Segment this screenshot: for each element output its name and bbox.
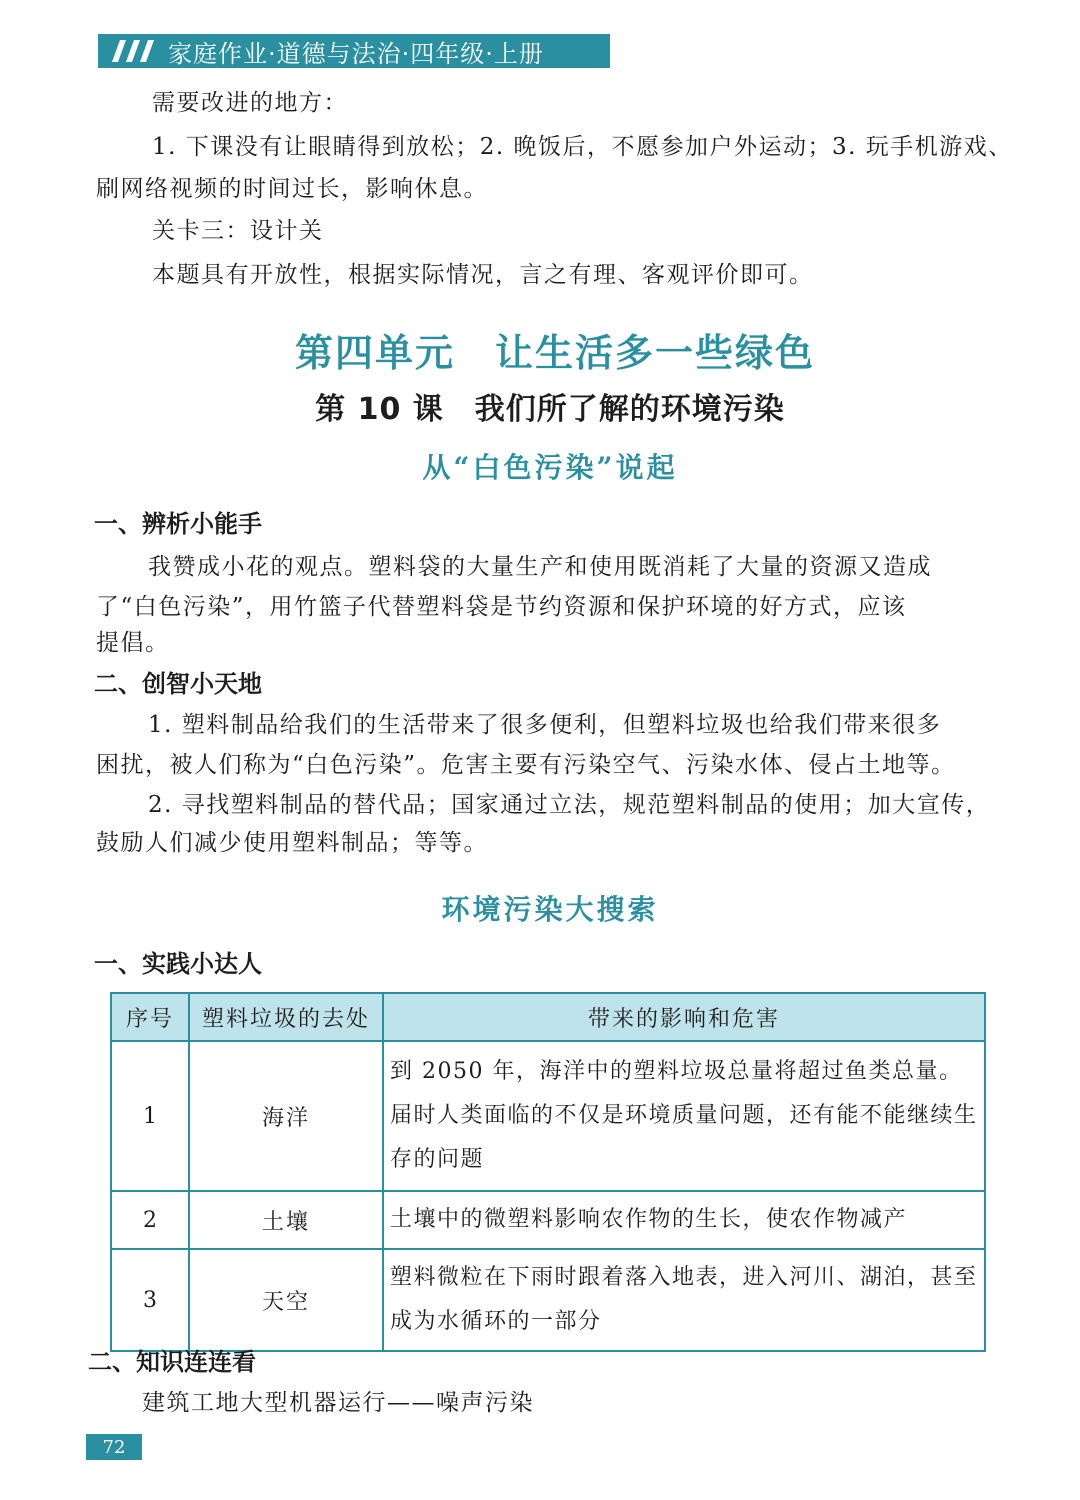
header-bar <box>98 34 610 68</box>
row-number: 2 <box>111 1191 189 1249</box>
level3-text: 本题具有开放性，根据实际情况，言之有理、客观评价即可。 <box>152 262 814 288</box>
improve-line-1: 1. 下课没有让眼睛得到放松；2. 晚饭后，不愿参加户外运动；3. 玩手机游戏、 <box>152 134 1013 160</box>
row-place: 土壤 <box>189 1191 383 1249</box>
part1-s2-line2: 困扰，被人们称为“白色污染”。危害主要有污染空气、污染水体、侵占土地等。 <box>96 752 956 778</box>
part1-s2-line1: 1. 塑料制品给我们的生活带来了很多便利，但塑料垃圾也给我们带来很多 <box>148 712 942 738</box>
row-number: 1 <box>111 1041 189 1191</box>
page-number: 72 <box>86 1434 142 1460</box>
table-header-row <box>111 993 985 1041</box>
part1-section2-heading: 二、创智小天地 <box>94 670 262 698</box>
improve-line-2: 刷网络视频的时间过长，影响休息。 <box>96 176 488 202</box>
row-effect: 塑料微粒在下雨时跟着落入地表，进入河川、湖泊，甚至成为水循环的一部分 <box>383 1249 985 1351</box>
part1-s1-line2: 了“白色污染”，用竹篮子代替塑料袋是节约资源和保护环境的好方式，应该 <box>96 594 907 620</box>
row-place: 天空 <box>189 1249 383 1351</box>
part2-section2-heading: 二、知识连连看 <box>88 1348 256 1376</box>
part1-s1-line1: 我赞成小花的观点。塑料袋的大量生产和使用既消耗了大量的资源又造成 <box>148 554 932 580</box>
stripes-decoration-icon <box>98 34 168 68</box>
part1-section1-heading: 一、辨析小能手 <box>94 510 262 538</box>
improve-label: 需要改进的地方： <box>152 90 348 116</box>
table-row <box>111 1191 985 1249</box>
header-title: 家庭作业·道德与法治·四年级·上册 <box>168 39 544 68</box>
part2-section1-heading: 一、实践小达人 <box>94 950 262 978</box>
row-effect: 土壤中的微塑料影响农作物的生长，使农作物减产 <box>383 1191 985 1249</box>
table-header-cell: 序号 <box>111 993 189 1041</box>
part2-subtitle: 环境污染大搜索 <box>441 893 659 926</box>
part1-s2-line3: 2. 寻找塑料制品的替代品；国家通过立法，规范塑料制品的使用；加大宣传， <box>148 792 991 818</box>
row-effect: 到 2050 年，海洋中的塑料垃圾总量将超过鱼类总量。届时人类面临的不仅是环境质量问题，还有能不能继续生存的问题 <box>383 1041 985 1191</box>
part2-s2-line1: 建筑工地大型机器运行——噪声污染 <box>142 1390 534 1416</box>
level3-label: 关卡三：设计关 <box>152 218 324 244</box>
answer-table <box>110 992 986 1352</box>
lesson-title: 第 10 课 我们所了解的环境污染 <box>315 392 785 427</box>
table-row <box>111 1249 985 1351</box>
part1-s2-line4: 鼓励人们减少使用塑料制品；等等。 <box>96 830 488 856</box>
table-header-cell: 带来的影响和危害 <box>383 993 985 1041</box>
row-place: 海洋 <box>189 1041 383 1191</box>
table-header-cell: 塑料垃圾的去处 <box>189 993 383 1041</box>
part1-subtitle: 从“白色污染”说起 <box>422 451 678 484</box>
table-row <box>111 1041 985 1191</box>
row-number: 3 <box>111 1249 189 1351</box>
part1-s1-line3: 提倡。 <box>96 630 170 656</box>
unit-title: 第四单元 让生活多一些绿色 <box>294 331 815 375</box>
